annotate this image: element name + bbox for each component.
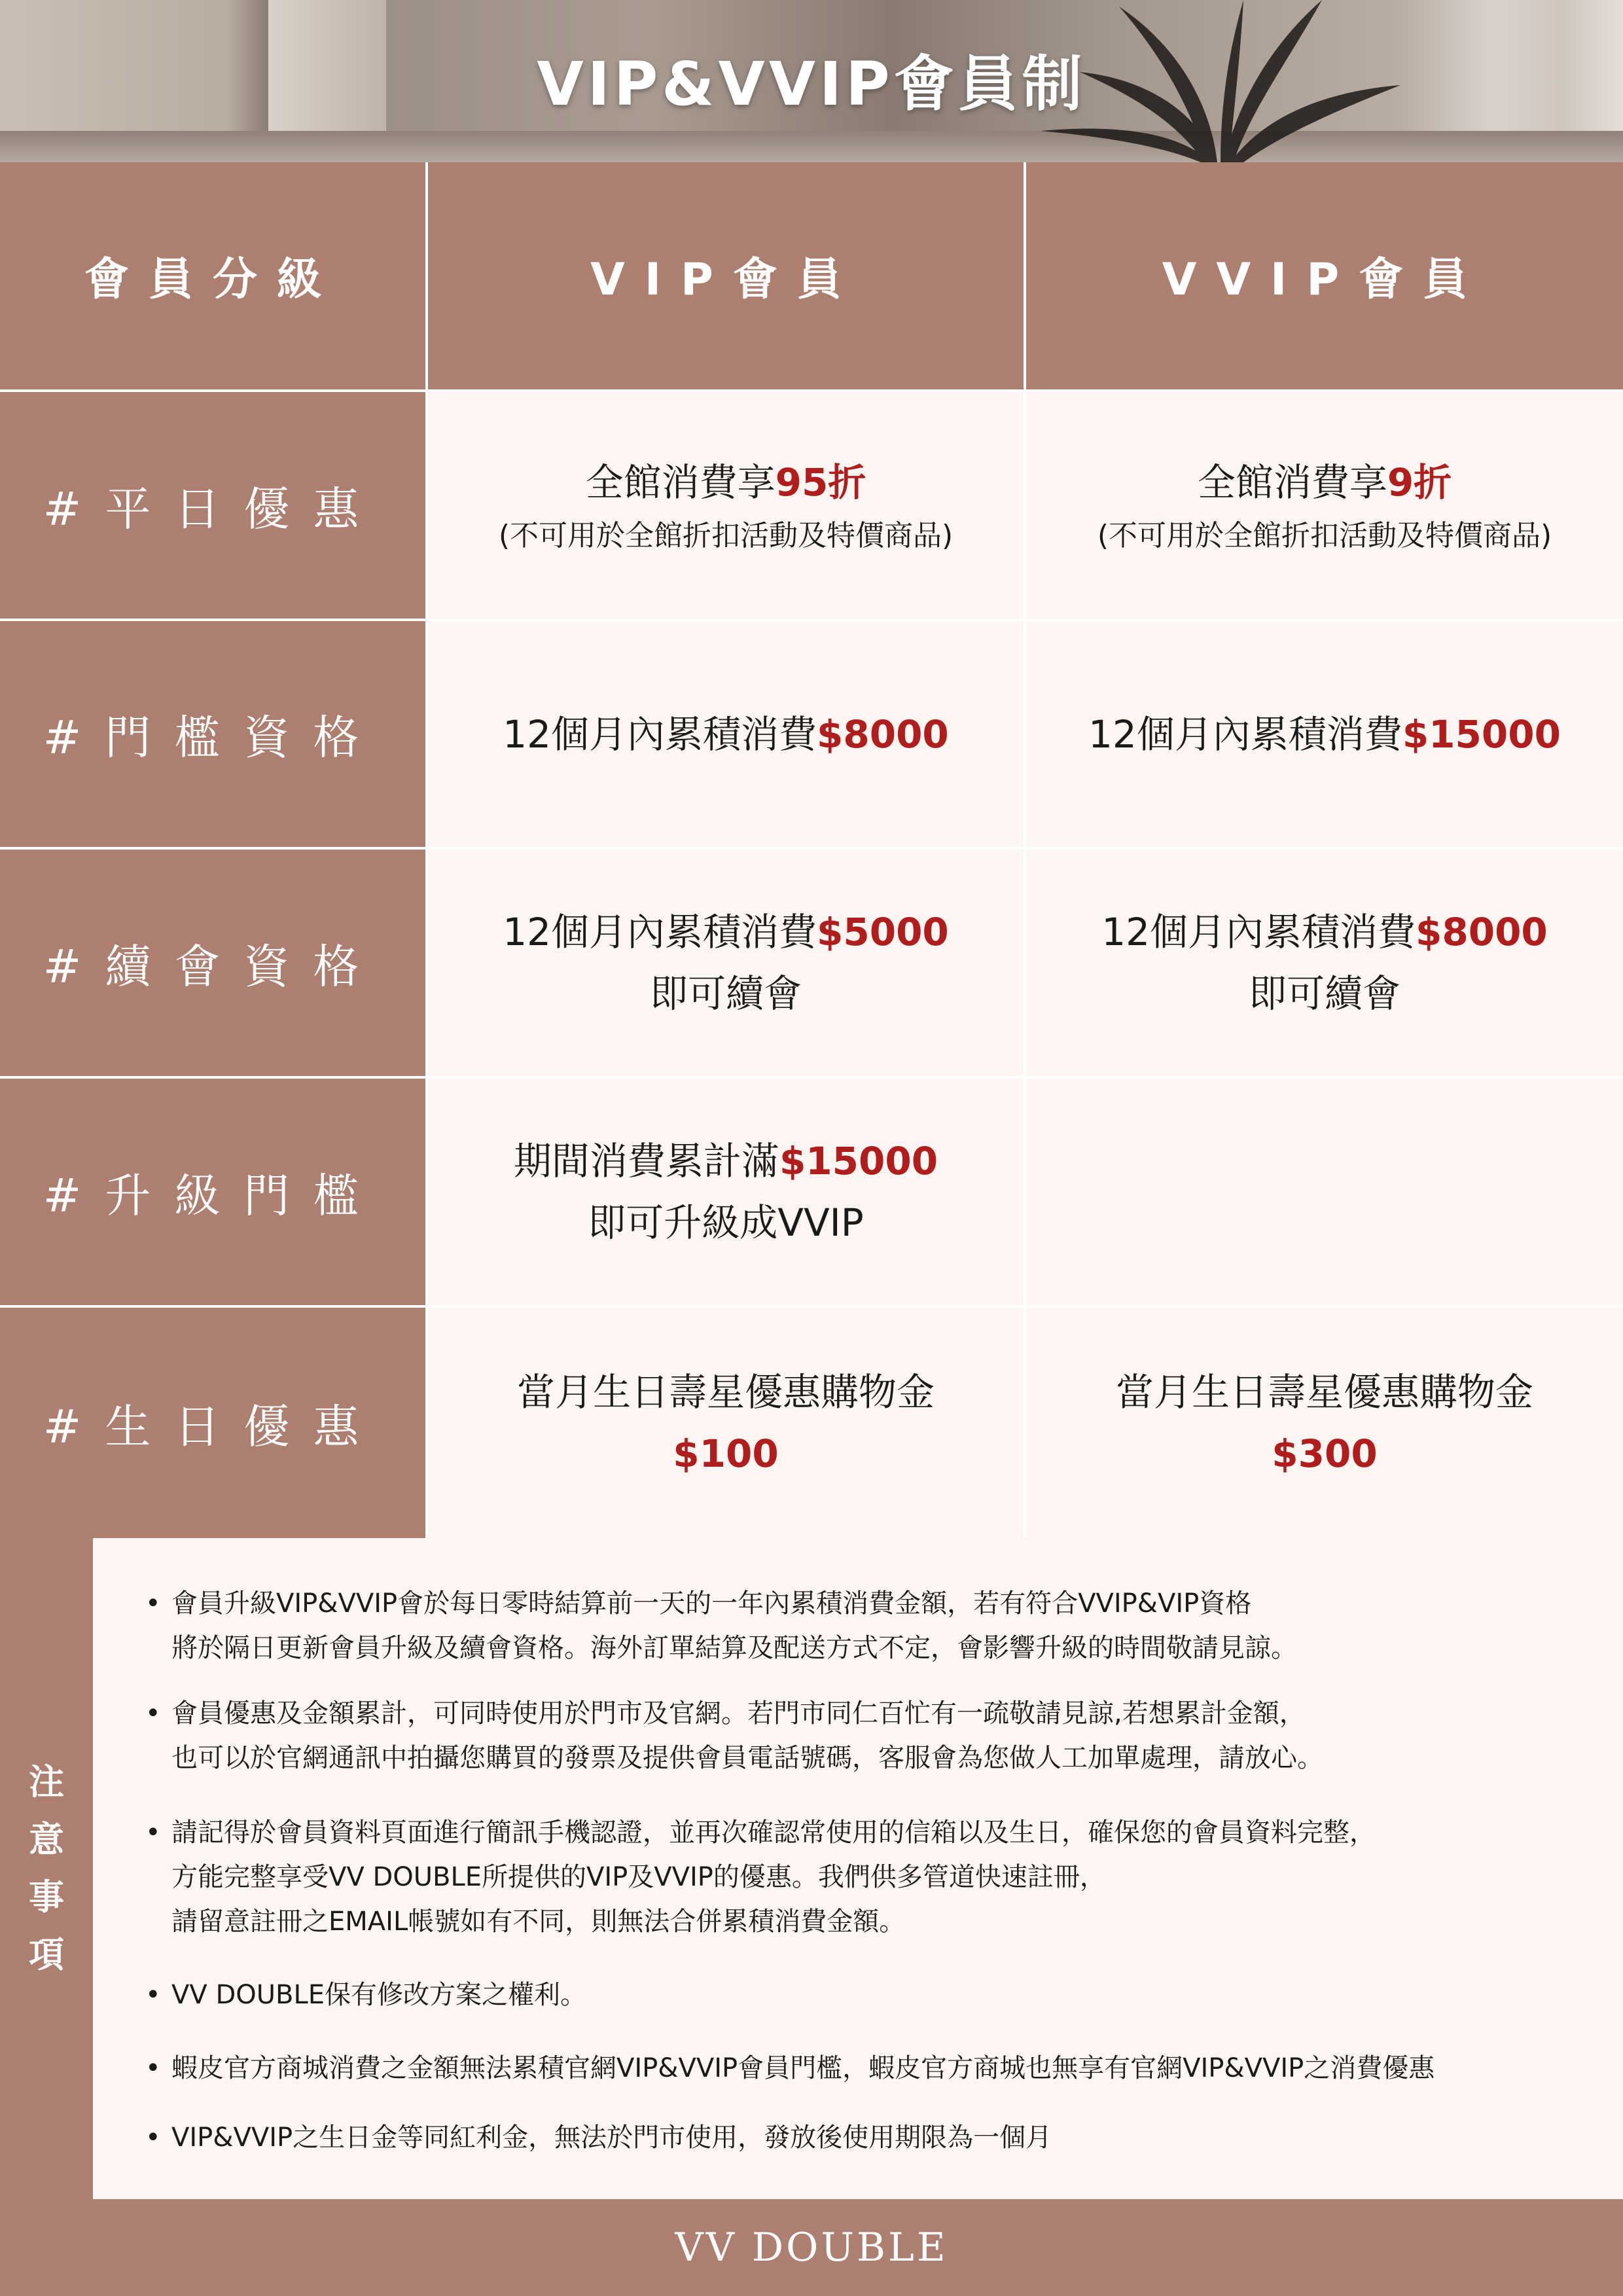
header-tier	[0, 162, 425, 389]
offer-highlight: $300	[1272, 1431, 1378, 1476]
offer-highlight: $15000	[779, 1139, 938, 1183]
offer-text: 12個月內累積消費	[503, 711, 817, 757]
notes-label-char: 項	[29, 1934, 64, 1975]
note-text: 蝦皮官方商城消費之金額無法累積官網VIP&VVIP會員門檻，蝦皮官方商城也無享有官網VIP&VVIP之消費優惠	[171, 2053, 1435, 2083]
header-vip	[428, 162, 1024, 389]
offer-highlight: $8000	[817, 711, 949, 757]
offer-text: 全館消費享	[585, 460, 776, 505]
row-label-text: #門檻資格	[43, 711, 383, 764]
notes-label-char: 注	[29, 1761, 64, 1803]
row-label-birthday	[0, 1308, 425, 1538]
cell-vip-upgrade	[428, 1079, 1024, 1305]
offer-highlight: 9折	[1387, 460, 1452, 505]
offer-line-2: 即可續會	[649, 971, 802, 1016]
offer-line-2: 即可升級成VVIP	[588, 1200, 864, 1245]
offer-highlight: $8000	[1416, 910, 1548, 954]
notes-side-label	[0, 1538, 93, 2199]
footer-brand-logo: VV DOUBLE	[675, 2225, 948, 2270]
note-text: VIP&VVIP之生日金等同紅利金，無法於門市使用，發放後使用期限為一個月	[171, 2123, 1052, 2153]
header-tier-label: 會員分級	[84, 254, 341, 306]
row-label-upgrade	[0, 1079, 425, 1305]
offer-text: 期間消費累計滿	[513, 1139, 779, 1183]
cell-vvip-renewal	[1026, 850, 1623, 1076]
offer-note: (不可用於全館折扣活動及特價商品)	[1097, 519, 1552, 552]
note-text: 請記得於會員資料頁面進行簡訊手機認證，並再次確認常使用的信箱以及生日，確保您的會員資料完整， 方能完整享受VV DOUBLE所提供的VIP及VVIP的優惠。我們供多管道快速註冊， 請留意註冊之EMAIL帳號如有不同，則無法合併累積消費金額。	[171, 1818, 1376, 1937]
membership-table	[0, 162, 1623, 1538]
offer-text: 全館消費享	[1197, 460, 1387, 505]
bullet-icon: •	[145, 1818, 161, 1848]
header-vvip	[1026, 162, 1623, 389]
cell-vip-renewal	[428, 850, 1024, 1076]
row-label-text: #升級門檻	[43, 1168, 383, 1223]
header-vvip-label: VVIP會員	[1162, 254, 1488, 306]
offer-highlight: $15000	[1402, 711, 1561, 757]
cell-vvip-weekday	[1026, 392, 1623, 619]
note-text: 會員優惠及金額累計，可同時使用於門市及官網。若門市同仁百忙有一疏敬請見諒,若想累計金額， 也可以於官網通訊中拍攝您購買的發票及提供會員電話號碼，客服會為您做人工加單處理，請放心。	[171, 1698, 1323, 1773]
offer-line	[586, 452, 866, 513]
header-banner	[0, 0, 1623, 162]
cell-vvip-birthday	[1026, 1308, 1623, 1538]
cell-vvip-upgrade-empty	[1026, 1079, 1623, 1305]
cell-vip-threshold	[428, 621, 1024, 847]
offer-line	[1101, 901, 1548, 963]
note-text: VV DOUBLE保有修改方案之權利。	[171, 1980, 587, 2010]
offer-highlight: $5000	[817, 910, 949, 954]
offer-line	[503, 901, 949, 963]
offer-note: (不可用於全館折扣活動及特價商品)	[498, 519, 954, 552]
cell-vip-birthday	[428, 1308, 1024, 1538]
bullet-icon: •	[145, 2053, 161, 2083]
cell-vip-weekday	[428, 392, 1024, 619]
offer-text: 12個月內累積消費	[503, 910, 817, 954]
offer-line	[503, 704, 949, 765]
page-title: VIP&VVIP會員制	[537, 49, 1086, 119]
offer-highlight: 95折	[775, 460, 866, 505]
notes-label-char: 意	[29, 1819, 64, 1860]
row-label-text: #生日優惠	[43, 1399, 383, 1454]
row-label-weekday	[0, 392, 425, 619]
offer-line-2: 即可續會	[1248, 971, 1400, 1016]
offer-line	[1198, 452, 1452, 513]
cell-vvip-threshold	[1026, 621, 1623, 847]
offer-highlight: $100	[673, 1431, 779, 1476]
note-text: 會員升級VIP&VVIP會於每日零時結算前一天的一年內累積消費金額，若有符合VVIP&VIP資格 將於隔日更新會員升級及續會資格。海外訂單結算及配送方式不定，會影響升級的時間敬請見諒。	[171, 1588, 1297, 1663]
offer-line: 當月生日壽星優惠購物金	[516, 1370, 935, 1414]
offer-text: 12個月內累積消費	[1101, 910, 1416, 954]
bullet-icon: •	[145, 1698, 161, 1729]
offer-text: 12個月內累積消費	[1088, 711, 1402, 757]
row-label-text: #續會資格	[43, 939, 383, 994]
bullet-icon: •	[145, 1588, 161, 1619]
row-label-text: #平日優惠	[43, 482, 383, 536]
row-label-threshold	[0, 621, 425, 847]
header-vip-label: VIP會員	[590, 254, 861, 306]
offer-line: 當月生日壽星優惠購物金	[1115, 1370, 1533, 1414]
row-label-renewal	[0, 850, 425, 1076]
notes-list	[93, 1538, 1623, 2199]
bullet-icon: •	[145, 1980, 161, 2010]
footer-bar	[0, 2199, 1623, 2296]
bullet-icon: •	[145, 2123, 161, 2153]
offer-line	[1088, 704, 1561, 765]
offer-line	[514, 1130, 938, 1192]
notes-label-char: 事	[29, 1876, 64, 1918]
